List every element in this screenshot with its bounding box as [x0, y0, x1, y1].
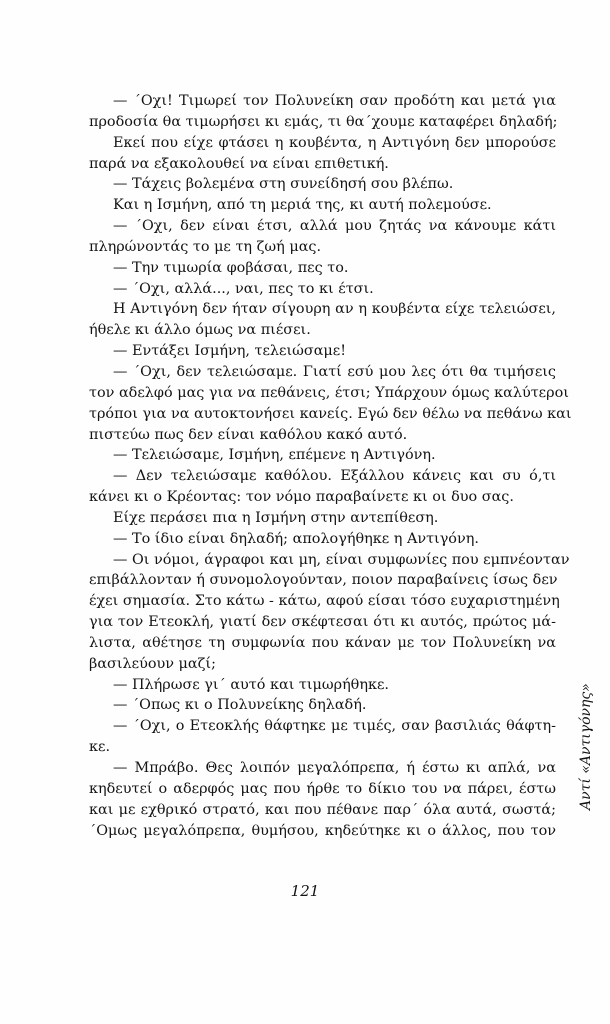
text-line: — Δεν τελειώσαμε καθόλου. Εξάλλου κάνεις και συ ό,τι: [113, 468, 556, 485]
text-line: πληρώνοντάς το με τη ζωή μας.: [89, 238, 322, 255]
text-line: τρόποι για να αυτοκτονήσει κανείς. Εγώ δεν θέλω να πεθάνω και: [89, 405, 572, 422]
text-line: και με εχθρικό στρατό, και που πέθανε παρ΄ όλα αυτά, σωστά;: [89, 801, 556, 818]
text-line: ΄Ομως μεγαλόπρεπα, θυμήσου, κηδεύτηκε κι ο άλλος, που τον: [89, 822, 556, 839]
text-line: Είχε περάσει πια η Ισμήνη στην αντεπίθεση.: [113, 509, 439, 526]
body-text: [89, 91, 572, 841]
text-line: — ΄Οχι, δεν είναι έτσι, αλλά μου ζητάς να κάνουμε κάτι: [113, 218, 556, 235]
text-line: — Την τιμωρία φοβάσαι, πες το.: [113, 259, 349, 276]
text-line: — Τελειώσαμε, Ισμήνη, επέμενε η Αντιγόνη.: [113, 447, 436, 464]
text-line: έχει σημασία. Στο κάτω - κάτω, αφού είσαι τόσο ευχαριστημένη: [89, 593, 560, 610]
page-number: 121: [290, 882, 320, 900]
text-line: — Μπράβο. Θες λοιπόν μεγαλόπρεπα, ή έστω κι απλά, να: [113, 760, 556, 776]
text-line: τον αδελφό μας για να πεθάνεις, έτσι; Υπάρχουν όμως καλύτεροι: [89, 384, 569, 401]
text-line: Η Αντιγόνη δεν ήταν σίγουρη αν η κουβέντα είχε τελειώσει,: [113, 301, 556, 318]
text-line: προδοσία θα τιμωρήσει κι εμάς, τι θα΄χουμε καταφέρει δηλαδή;: [89, 113, 558, 130]
text-line: — Πλήρωσε γι΄ αυτό και τιμωρήθηκε.: [113, 676, 389, 693]
text-line: Εκεί που είχε φτάσει η κουβέντα, η Αντιγόνη δεν μπορούσε: [113, 134, 556, 151]
text-line: — Εντάξει Ισμήνη, τελειώσαμε!: [113, 343, 346, 360]
text-line: — ΄Οπως κι ο Πολυνείκης δηλαδή.: [113, 697, 367, 714]
text-line: επιβάλλονταν ή συνομολογούνταν, ποιον παραβαίνεις ίσως δεν: [89, 572, 558, 589]
text-line: βασιλεύουν μαζί;: [89, 655, 216, 672]
text-line: λιστα, αθέτησε τη συμφωνία που κάναν με τον Πολυνείκη να: [89, 634, 556, 651]
running-title: Αντί «Αντιγόνης»: [578, 683, 594, 810]
text-line: Και η Ισμήνη, από τη μεριά της, κι αυτή πολεμούσε.: [113, 197, 492, 214]
text-line: κε.: [89, 739, 111, 756]
text-line: κάνει κι ο Κρέοντας: τον νόμο παραβαίνετε κι οι δυο σας.: [89, 489, 514, 506]
text-line: κηδευτεί ο αδερφός μας που ήρθε το δίκιο του να πάρει, έστω: [89, 780, 556, 797]
text-line: — ΄Οχι, αλλά..., ναι, πες το κι έτσι.: [113, 280, 374, 297]
text-line: παρά να εξακολουθεί να είναι επιθετική.: [89, 155, 389, 172]
text-line: πιστεύω πως δεν είναι καθόλου κακό αυτό.: [89, 426, 408, 443]
text-line: ήθελε κι άλλο όμως να πιέσει.: [89, 322, 311, 339]
text-line: για τον Ετεοκλή, γιατί δεν σκέφτεσαι ότι κι αυτός, πρώτος μά-: [89, 614, 556, 631]
text-line: — Οι νόμοι, άγραφοι και μη, είναι συμφωνίες που εμπνέονταν: [113, 551, 570, 568]
text-line: — ΄Οχι, ο Ετεοκλής θάφτηκε με τιμές, σαν βασιλιάς θάφτη-: [113, 718, 556, 735]
text-line: — Το ίδιο είναι δηλαδή; απολογήθηκε η Αντιγόνη.: [113, 530, 479, 547]
text-line: — ΄Οχι, δεν τελειώσαμε. Γιατί εσύ μου λες ότι θα τιμήσεις: [113, 363, 556, 380]
text-line: — ΄Οχι! Τιμωρεί τον Πολυνείκη σαν προδότη και μετά για: [113, 93, 556, 109]
text-line: — Τάχεις βολεμένα στη συνείδησή σου βλέπω.: [113, 176, 454, 193]
